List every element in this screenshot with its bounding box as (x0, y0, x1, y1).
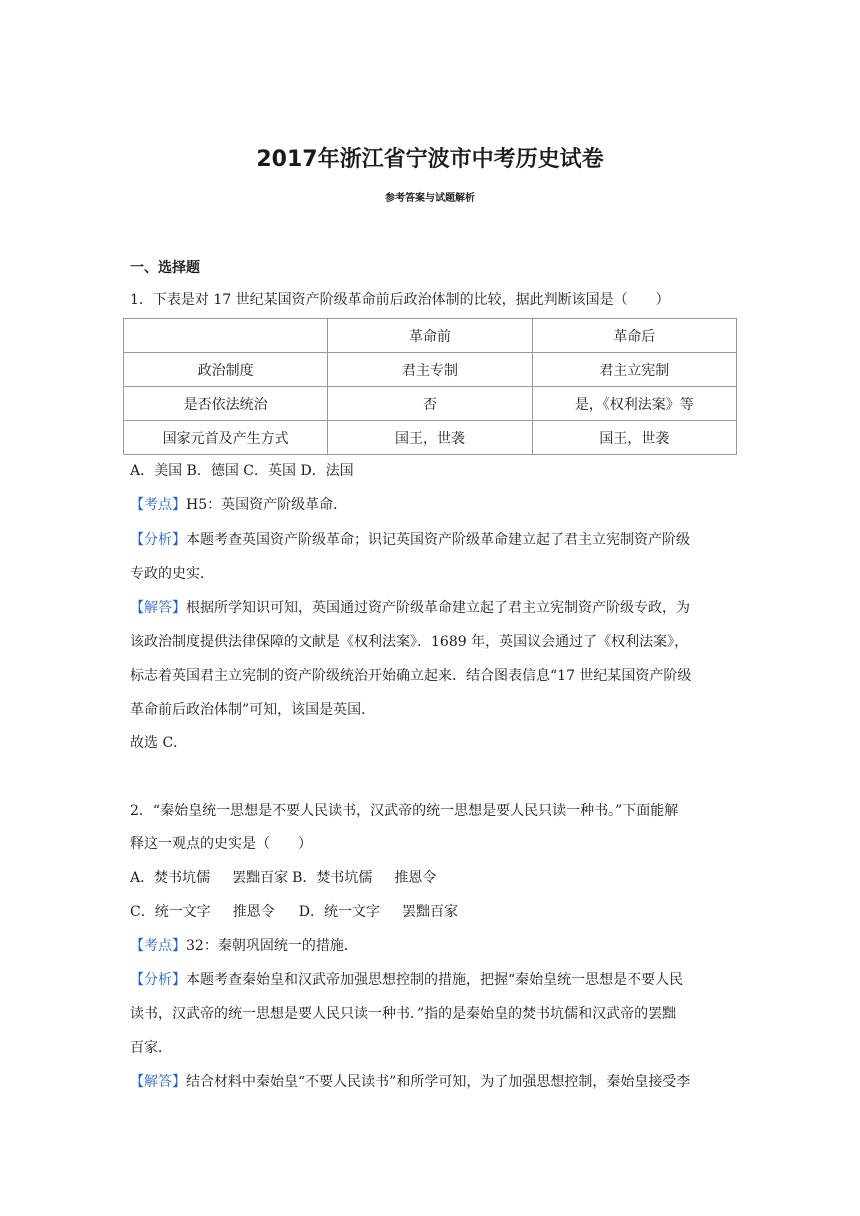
section-heading: 一、选择题 (130, 260, 200, 276)
q1-fenxi-cont: 专政的史实． (130, 566, 214, 582)
option-b-part2: 推恩令 (394, 870, 437, 886)
jieda-tag: 【解答】 (130, 600, 186, 616)
fenxi-text: 本题考查英国资产阶级革命；识记英国资产阶级革命建立起了君主立宪制资产阶级 (186, 532, 690, 548)
option-d-part2: 罢黜百家 (401, 904, 458, 920)
q2-stem: 2．“秦始皇统一思想是不要人民读书，汉武帝的统一思想是要人民只读一种书。”下面能解 (130, 803, 679, 819)
fenxi-tag: 【分析】 (130, 972, 186, 988)
q1-jieda-line3: 标志着英国君主立宪制的资产阶级统治开始确立起来．结合图表信息“17 世纪某国资产阶级 (130, 668, 692, 684)
fenxi-text: 本题考查秦始皇和汉武帝加强思想控制的措施，把握“秦始皇统一思想是不要人民 (186, 972, 684, 988)
q2-jieda (130, 1071, 740, 1093)
table-cell: 君主专制 (328, 353, 532, 387)
fenxi-tag: 【分析】 (130, 532, 186, 548)
table-header-row (124, 319, 737, 353)
kaodian-text: H5：英国资产阶级革命． (186, 497, 348, 513)
q1-stem: 1．下表是对 17 世纪某国资产阶级革命前后政治体制的比较，据此判断该国是（ ） (130, 292, 670, 308)
option-a: A．焚书坑儒 (130, 870, 211, 886)
q1-jieda-line4: 革命前后政治体制”可知，该国是英国． (130, 702, 376, 718)
q2-stem-cont: 释这一观点的史实是（ ） (130, 836, 312, 852)
q1-jieda (130, 597, 740, 619)
table-cell: 君主立宪制 (532, 353, 736, 387)
table-row (124, 353, 737, 387)
table-header-after: 革命后 (532, 319, 736, 353)
kaodian-tag: 【考点】 (130, 497, 186, 513)
table-header-before: 革命前 (328, 319, 532, 353)
q2-fenxi-line3: 百家． (130, 1040, 172, 1056)
comparison-table (123, 318, 737, 455)
table-cell (124, 319, 328, 353)
option-d: D．统一文字 (298, 904, 380, 920)
kaodian-text: 32：秦朝巩固统一的措施． (186, 938, 358, 954)
q2-options-ab (130, 867, 740, 889)
q1-answer: 故选 C． (130, 735, 188, 751)
jieda-text: 结合材料中秦始皇“不要人民读书”和所学可知，为了加强思想控制，秦始皇接受李 (186, 1074, 691, 1090)
table-cell: 国王，世袭 (532, 421, 736, 455)
table-cell: 是，《权利法案》等 (532, 387, 736, 421)
table-cell: 是否依法统治 (124, 387, 328, 421)
option-b: B．焚书坑儒 (292, 870, 373, 886)
document-title: 2017年浙江省宁波市中考历史试卷 (256, 147, 604, 172)
table-row (124, 387, 737, 421)
table-cell: 国王，世袭 (328, 421, 532, 455)
q1-kaodian (130, 494, 740, 516)
q2-kaodian (130, 935, 740, 957)
table-cell: 否 (328, 387, 532, 421)
table-cell: 国家元首及产生方式 (124, 421, 328, 455)
q1-jieda-line2: 该政治制度提供法律保障的文献是《权利法案》．1689 年，英国议会通过了《权利法案》， (130, 634, 689, 650)
q2-fenxi-line2: 读书，汉武帝的统一思想是要人民只读一种书．”指的是秦始皇的焚书坑儒和汉武帝的罢黜 (130, 1006, 677, 1022)
jieda-tag: 【解答】 (130, 1074, 186, 1090)
q2-options-cd (130, 901, 740, 923)
option-a-part2: 罢黜百家 (232, 870, 289, 886)
q2-fenxi (130, 969, 740, 991)
q1-options: A．美国 B．德国 C．英国 D．法国 (130, 463, 354, 479)
table-row (124, 421, 737, 455)
kaodian-tag: 【考点】 (130, 938, 186, 954)
jieda-text: 根据所学知识可知，英国通过资产阶级革命建立起了君主立宪制资产阶级专政，为 (186, 600, 690, 616)
q1-fenxi (130, 529, 740, 551)
table-cell: 政治制度 (124, 353, 328, 387)
document-subtitle: 参考答案与试题解析 (385, 193, 475, 204)
option-c-part2: 推恩令 (232, 904, 275, 920)
option-c: C．统一文字 (130, 904, 211, 920)
